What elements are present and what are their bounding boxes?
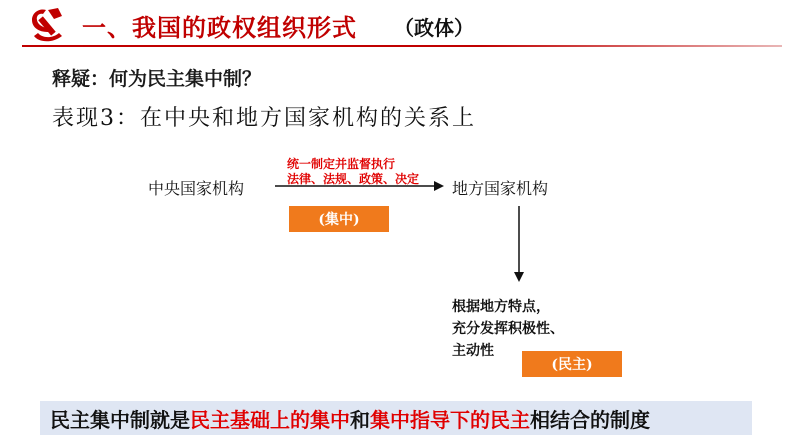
summary-part: 和 bbox=[350, 407, 370, 432]
vertical-arrowhead bbox=[514, 272, 524, 282]
arrow-label-bottom: 法律、法规、政策、决定 bbox=[287, 172, 420, 186]
page-subtitle: （政体） bbox=[394, 16, 474, 40]
question-text: 释疑：何为民主集中制？ bbox=[52, 68, 262, 90]
local-desc-line: 根据地方特点， bbox=[452, 299, 550, 315]
summary-part: 相结合的制度 bbox=[530, 407, 650, 432]
horizontal-arrowhead bbox=[434, 181, 444, 191]
page-title: 一、我国的政权组织形式 bbox=[82, 14, 357, 42]
arrow-label-top: 统一制定并监督执行 bbox=[287, 157, 396, 171]
local-desc-line: 主动性 bbox=[452, 343, 494, 359]
summary-banner bbox=[40, 401, 752, 435]
section-subhead: 表现3：在中央和地方国家机构的关系上 bbox=[52, 106, 476, 131]
local-desc-line: 充分发挥积极性、 bbox=[452, 321, 564, 337]
local-node: 地方国家机构 bbox=[452, 179, 549, 198]
central-node: 中央国家机构 bbox=[148, 179, 245, 198]
democracy-tag: (民主) bbox=[522, 351, 622, 377]
summary-highlight: 集中指导下的民主 bbox=[370, 407, 530, 432]
summary-highlight: 民主基础上的集中 bbox=[190, 407, 350, 432]
summary-part: 民主集中制就是 bbox=[50, 407, 190, 432]
centralism-tag: (集中) bbox=[289, 206, 389, 232]
